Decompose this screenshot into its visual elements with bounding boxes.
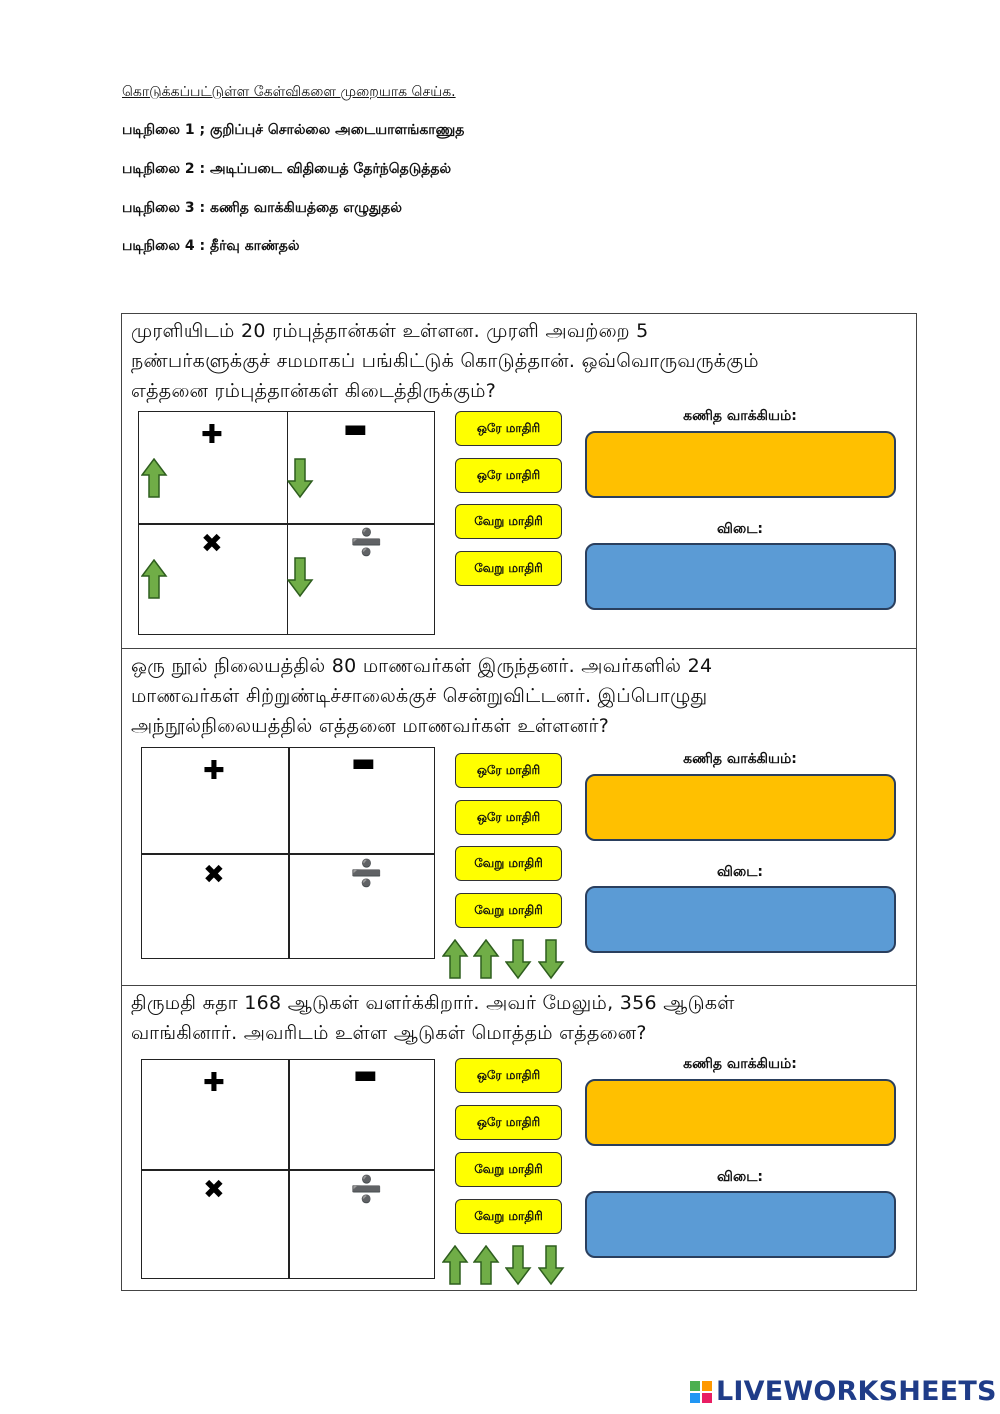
math-sentence-box[interactable] bbox=[585, 1079, 896, 1146]
question-line: மாணவர்கள் சிற்றுண்டிச்சாலைக்குச் சென்றுவிட்டனர். இப்பொழுது bbox=[131, 685, 708, 707]
question-1-text bbox=[131, 316, 901, 406]
chip-different[interactable]: வேறு மாதிரி bbox=[455, 551, 562, 586]
math-sentence-label: கணித வாக்கியம்: bbox=[683, 751, 797, 767]
step-1: படிநிலை 1 ; குறிப்புச் சொல்லை அடையாளங்காணுத bbox=[122, 122, 465, 138]
arrow-up-icon[interactable] bbox=[473, 939, 500, 980]
answer-box[interactable] bbox=[585, 886, 896, 953]
operation-grid bbox=[138, 411, 435, 635]
answer-label: விடை: bbox=[717, 864, 763, 880]
question-3-section bbox=[122, 985, 916, 1291]
plus-icon[interactable]: ✚ bbox=[201, 420, 223, 450]
question-line: திருமதி சுதா 168 ஆடுகள் வளர்க்கிறார். அவர் மேலும், 356 ஆடுகள் bbox=[131, 992, 735, 1014]
chip-different[interactable]: வேறு மாதிரி bbox=[455, 893, 562, 928]
math-sentence-label: கணித வாக்கியம்: bbox=[683, 1056, 797, 1072]
plus-icon[interactable]: ✚ bbox=[203, 1068, 225, 1098]
math-sentence-label: கணித வாக்கியம்: bbox=[683, 408, 797, 424]
arrow-down-icon[interactable] bbox=[538, 939, 565, 980]
question-3-text bbox=[131, 988, 901, 1048]
question-line: முரளியிடம் 20 ரம்புத்தான்கள் உள்ளன. முரளி அவற்றை 5 bbox=[131, 320, 649, 342]
minus-icon[interactable]: ▬ bbox=[343, 414, 368, 444]
times-icon[interactable]: ✖ bbox=[203, 860, 225, 890]
chip-same[interactable]: ஒரே மாதிரி bbox=[455, 411, 562, 446]
arrow-up-icon[interactable] bbox=[141, 458, 168, 499]
question-line: ஒரு நூல் நிலையத்தில் 80 மாணவர்கள் இருந்தனர். அவர்களில் 24 bbox=[131, 655, 713, 677]
times-icon[interactable]: ✖ bbox=[203, 1175, 225, 1205]
arrow-up-icon[interactable] bbox=[473, 1245, 500, 1286]
question-line: வாங்கினார். அவரிடம் உள்ள ஆடுகள் மொத்தம் எத்தனை? bbox=[131, 1022, 647, 1044]
question-line: எத்தனை ரம்புத்தான்கள் கிடைத்திருக்கும்? bbox=[131, 380, 497, 402]
math-sentence-box[interactable] bbox=[585, 774, 896, 841]
chip-different[interactable]: வேறு மாதிரி bbox=[455, 1199, 562, 1234]
operation-grid bbox=[141, 747, 435, 959]
minus-icon[interactable]: ▬ bbox=[353, 1060, 378, 1090]
answer-box[interactable] bbox=[585, 1191, 896, 1258]
answer-label: விடை: bbox=[717, 1169, 763, 1185]
liveworksheets-logo bbox=[690, 1376, 997, 1407]
arrow-up-icon[interactable] bbox=[141, 559, 168, 600]
answer-label: விடை: bbox=[717, 521, 763, 537]
divide-icon[interactable]: ➗ bbox=[350, 1175, 383, 1205]
instructions-heading: கொடுக்கப்பட்டுள்ள கேள்விகளை முறையாக செய்க. bbox=[122, 84, 456, 100]
logo-text: LIVEWORKSHEETS bbox=[716, 1376, 997, 1407]
question-line: நண்பர்களுக்குச் சமமாகப் பங்கிட்டுக் கொடுத்தான். ஒவ்வொருவருக்கும் bbox=[131, 350, 759, 372]
worksheet-table bbox=[121, 313, 917, 1291]
chip-same[interactable]: ஒரே மாதிரி bbox=[455, 800, 562, 835]
chip-same[interactable]: ஒரே மாதிரி bbox=[455, 458, 562, 493]
arrow-up-icon[interactable] bbox=[442, 939, 469, 980]
chip-same[interactable]: ஒரே மாதிரி bbox=[455, 753, 562, 788]
arrow-down-icon[interactable] bbox=[287, 458, 314, 499]
step-4: படிநிலை 4 : தீர்வு காண்தல் bbox=[122, 238, 300, 254]
divide-icon[interactable]: ➗ bbox=[350, 859, 383, 889]
chip-same[interactable]: ஒரே மாதிரி bbox=[455, 1058, 562, 1093]
chip-different[interactable]: வேறு மாதிரி bbox=[455, 846, 562, 881]
arrow-up-icon[interactable] bbox=[442, 1245, 469, 1286]
arrow-down-icon[interactable] bbox=[505, 939, 532, 980]
divide-icon[interactable]: ➗ bbox=[350, 528, 383, 558]
step-3: படிநிலை 3 : கணித வாக்கியத்தை எழுதுதல் bbox=[122, 200, 403, 216]
arrow-down-icon[interactable] bbox=[538, 1245, 565, 1286]
operation-grid bbox=[141, 1059, 435, 1279]
arrow-down-icon[interactable] bbox=[287, 557, 314, 598]
arrow-down-icon[interactable] bbox=[505, 1245, 532, 1286]
times-icon[interactable]: ✖ bbox=[201, 529, 223, 559]
logo-grid-icon bbox=[690, 1381, 712, 1403]
step-2: படிநிலை 2 : அடிப்படை விதியைத் தேர்ந்தெடுத்தல் bbox=[122, 161, 452, 177]
question-1-section bbox=[122, 314, 916, 648]
question-line: அந்நூல்நிலையத்தில் எத்தனை மாணவர்கள் உள்ளனர்? bbox=[131, 715, 610, 737]
chip-different[interactable]: வேறு மாதிரி bbox=[455, 1152, 562, 1187]
question-2-text bbox=[131, 651, 901, 741]
chip-different[interactable]: வேறு மாதிரி bbox=[455, 504, 562, 539]
math-sentence-box[interactable] bbox=[585, 431, 896, 498]
chip-same[interactable]: ஒரே மாதிரி bbox=[455, 1105, 562, 1140]
answer-box[interactable] bbox=[585, 543, 896, 610]
question-2-section bbox=[122, 648, 916, 985]
plus-icon[interactable]: ✚ bbox=[203, 756, 225, 786]
minus-icon[interactable]: ▬ bbox=[351, 748, 376, 778]
